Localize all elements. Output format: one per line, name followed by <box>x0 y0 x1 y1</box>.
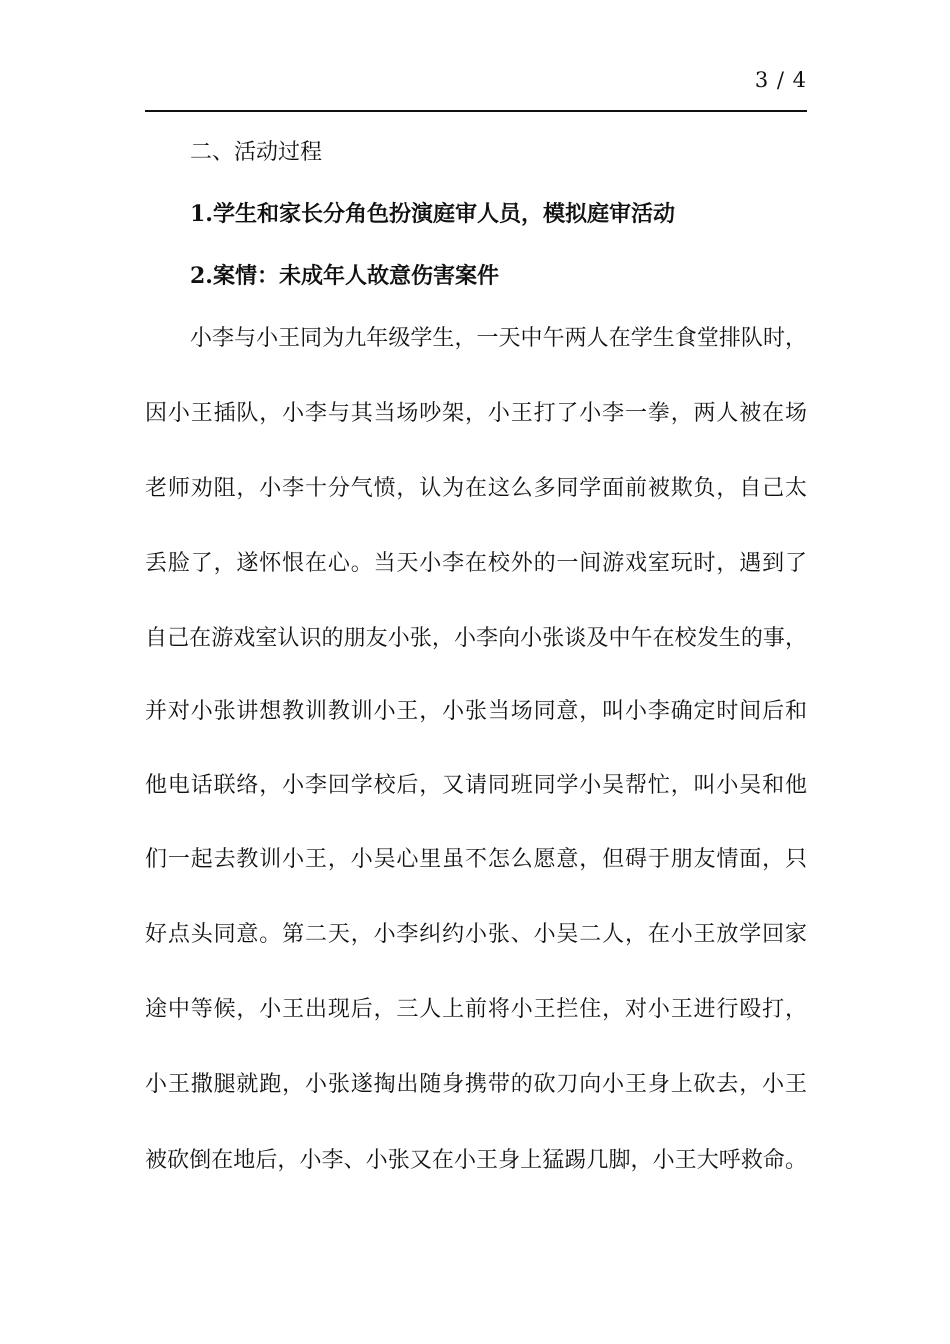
body-line: 好点头同意。第二天，小李纠约小张、小吴二人，在小王放学回家 <box>145 922 807 947</box>
body-line: 他电话联络，小李回学校后，又请同班同学小吴帮忙，叫小吴和他 <box>145 773 807 798</box>
body-line: 途中等候，小王出现后，三人上前将小王拦住，对小王进行殴打， <box>145 997 807 1022</box>
page-number: 3 / 4 <box>754 68 807 92</box>
body-line: 丢脸了，遂怀恨在心。当天小李在校外的一间游戏室玩时，遇到了 <box>145 551 807 576</box>
body-line: 小李与小王同为九年级学生，一天中午两人在学生食堂排队时， <box>190 326 807 351</box>
body-line: 小王撒腿就跑，小张遂掏出随身携带的砍刀向小王身上砍去，小王 <box>145 1072 807 1097</box>
subheading-1: 1.学生和家长分角色扮演庭审人员，模拟庭审活动 <box>190 201 675 227</box>
body-line: 并对小张讲想教训教训小王，小张当场同意，叫小李确定时间后和 <box>145 699 807 724</box>
section-title: 二、活动过程 <box>190 140 323 165</box>
body-line: 老师劝阻，小李十分气愤，认为在这么多同学面前被欺负，自己太 <box>145 476 807 501</box>
body-line: 被砍倒在地后，小李、小张又在小王身上猛踢几脚，小王大呼救命。 <box>145 1148 807 1173</box>
body-line: 自己在游戏室认识的朋友小张，小李向小张谈及中午在校发生的事， <box>145 626 807 651</box>
body-line: 们一起去教训小王，小吴心里虽不怎么愿意，但碍于朋友情面，只 <box>145 847 807 872</box>
body-line: 因小王插队，小李与其当场吵架，小王打了小李一拳，两人被在场 <box>145 401 807 426</box>
header-rule <box>145 110 807 112</box>
subheading-2: 2.案情：未成年人故意伤害案件 <box>190 263 499 289</box>
